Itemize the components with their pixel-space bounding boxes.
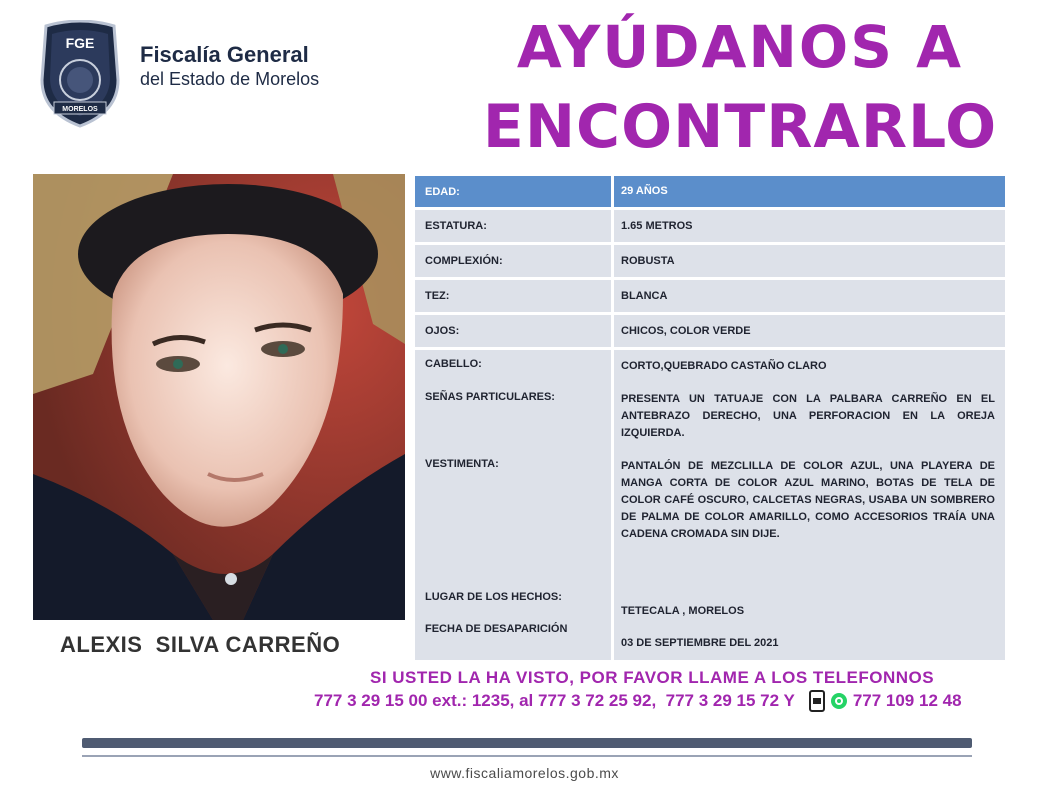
detail-value: 29 AÑOS	[621, 185, 668, 197]
call-to-action: SI USTED LA HA VISTO, POR FAVOR LLAME A LOS TELEFONNOS	[370, 668, 935, 687]
footer-divider-thin	[82, 755, 972, 757]
detail-label: SEÑAS PARTICULARES:	[425, 391, 555, 403]
detail-value: ROBUSTA	[621, 254, 675, 267]
table-row	[415, 176, 1005, 207]
detail-value: 1.65 METROS	[621, 219, 693, 232]
headline-line1: AYÚDANOS A	[516, 13, 964, 81]
detail-value: 03 DE SEPTIEMBRE DEL 2021	[621, 637, 779, 649]
logo-text: FGE	[65, 35, 95, 51]
org-name-line2: del Estado de Morelos	[140, 69, 320, 89]
footer-divider-thick	[82, 738, 972, 748]
detail-value: PRESENTA UN TATUAJE CON LA PALBARA CARREÑO EN EL ANTEBRAZO DERECHO, UNA PERFORACION EN LA OREJA IZQUIERDA.	[621, 393, 995, 439]
phone-numbers	[314, 690, 962, 712]
table-row	[415, 245, 1005, 277]
table-row	[415, 591, 1005, 620]
detail-label: EDAD:	[425, 185, 460, 198]
row-divider	[415, 312, 1005, 315]
detail-label: COMPLEXIÓN:	[425, 255, 503, 267]
detail-value: CHICOS, COLOR VERDE	[621, 324, 751, 337]
missing-person-photo	[33, 174, 405, 620]
table-row	[415, 315, 1005, 347]
table-row	[415, 358, 1005, 375]
column-divider	[611, 176, 614, 660]
detail-label: TEZ:	[425, 290, 450, 302]
fge-logo	[38, 20, 122, 130]
headline-line2: ENCONTRARLO	[482, 92, 998, 162]
row-divider	[415, 207, 1005, 210]
detail-label: CABELLO:	[425, 358, 482, 370]
row-divider	[415, 347, 1005, 350]
org-name	[140, 42, 319, 90]
whatsapp-icon	[831, 693, 847, 709]
logo-ribbon-text: MORELOS	[62, 106, 98, 113]
detail-label: ESTATURA:	[425, 220, 487, 232]
org-name-line1: Fiscalía General	[140, 42, 309, 67]
row-divider	[415, 242, 1005, 245]
person-name: ALEXIS SILVA CARREÑO	[60, 632, 341, 657]
table-row	[415, 280, 1005, 312]
website-link[interactable]: www.fiscaliamorelos.gob.mx	[430, 765, 619, 781]
detail-value: CORTO,QUEBRADO CASTAÑO CLARO	[621, 360, 827, 372]
detail-value: PANTALÓN DE MEZCLILLA DE COLOR AZUL, UNA PLAYERA DE MANGA CORTA DE COLOR AZUL MARINO, BOTAS DE TELA DE COLOR CAFÉ OSCURO, CALCETAS NEGRAS, USABA UN SOMBRERO DE PALMA DE COLOR AMARILLO, COMO ACCESORIOS TRAÍA UNA CADENA CROMADA SIN DIJE.	[621, 460, 995, 540]
table-row	[415, 458, 1005, 543]
detail-label: FECHA DE DESAPARICIÓN	[425, 623, 568, 635]
row-divider	[415, 277, 1005, 280]
detail-value: TETECALA , MORELOS	[621, 605, 745, 617]
phone-list: 777 3 29 15 00 ext.: 1235, al 777 3 72 25 92, 777 3 29 15 72 Y	[314, 691, 795, 710]
phone-icon	[809, 690, 825, 712]
detail-label: OJOS:	[425, 325, 460, 337]
whatsapp-number: 777 109 12 48	[852, 691, 962, 710]
table-row	[415, 623, 1005, 652]
detail-value: BLANCA	[621, 289, 668, 302]
table-row	[415, 391, 1005, 442]
detail-label: VESTIMENTA:	[425, 458, 499, 470]
detail-label: LUGAR DE LOS HECHOS:	[425, 591, 562, 603]
details-table	[415, 176, 1005, 660]
table-row	[415, 210, 1005, 242]
